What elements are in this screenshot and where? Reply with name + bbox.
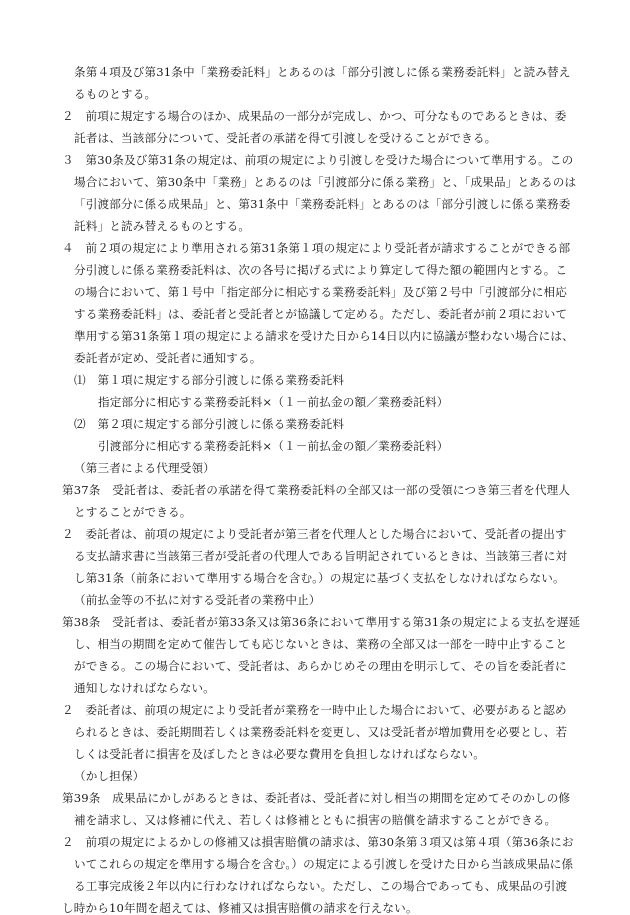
para-line: ２ 前項の規定によるかしの修補又は損害賠償の請求は、第30条第３項又は第４項（第36条にお — [62, 835, 574, 849]
para-line: ができる。この場合において、受託者は、あらかじめその理由を明示して、その旨を委託者に — [74, 659, 567, 673]
para-line: 補を請求し、又は修補に代え、若しくは修補とともに損害の賠償を請求することができる。 — [74, 813, 557, 827]
para-line: する業務委託料」は、委託者と受託者とが協議して定める。ただし、委託者が前２項において — [74, 307, 568, 321]
para-line: 準用する第31条第１項の規定による請求を受けた日から14日以内に協議が整わない場合には、 — [74, 329, 574, 343]
formula-line: 指定部分に相応する業務委託料×（１－前払金の額／業務委託料） — [98, 395, 449, 409]
list-item: ⑴ 第１項に規定する部分引渡しに係る業務委託料 — [74, 373, 345, 387]
article-line: 第39条 成果品にかしがあるときは、委託者は、受託者に対し相当の期間を定めてそのかしの修 — [62, 791, 571, 805]
section-heading: （かし担保） — [74, 769, 145, 783]
para-line: し時から10年間を超えては、修補又は損害賠償の請求を行えない。 — [62, 901, 418, 915]
para-line: ３ 第30条及び第31条の規定は、前項の規定により引渡しを受けた場合について準用する。この — [62, 153, 574, 167]
para-line: し、相当の期間を定めて催告しても応じないときは、業務の全部又は一部を一時中止すること — [74, 637, 568, 651]
para-line: とすることができる。 — [74, 505, 192, 519]
para-line: 託料」と読み替えるものとする。 — [74, 219, 251, 233]
para-line: る支払請求書に当該第三者が受託者の代理人である旨明記されているときは、当該第三者に対 — [74, 549, 568, 563]
section-heading: （前払金等の不払に対する受託者の業務中止） — [74, 593, 321, 607]
para-line: 条第４項及び第31条中「業務委託料」とあるのは「部分引渡しに係る業務委託料」と読み替え — [74, 65, 571, 79]
para-line: られるときは、委託期間若しくは業務委託料を変更し、又は受託者が増加費用を必要とし、若 — [74, 725, 568, 739]
para-line: 「引渡部分に係る成果品」と、第31条中「業務委託料」とあるのは「部分引渡しに係る業務委 — [74, 197, 571, 211]
para-line: 委託者が定め、受託者に通知する。 — [74, 351, 262, 365]
para-line: るものとする。 — [74, 87, 157, 101]
para-line: ２ 委託者は、前項の規定により受託者が業務を一時中止した場合において、必要があると認め — [62, 703, 567, 717]
para-line: る工事完成後２年以内に行わなければならない。ただし、この場合であっても、成果品の引渡 — [74, 879, 568, 893]
para-line: の場合において、第１号中「指定部分に相応する業務委託料」及び第２号中「引渡部分に相応 — [74, 285, 568, 299]
para-line: ２ 前項に規定する場合のほか、成果品の一部分が完成し、かつ、可分なものであるときは、委 — [62, 109, 567, 123]
para-line: 通知しなければならない。 — [74, 681, 215, 695]
para-line: しくは受託者に損害を及ぼしたときは必要な費用を負担しなければならない。 — [74, 747, 486, 761]
article-line: 第37条 受託者は、委託者の承諾を得て業務委託料の全部又は一部の受領につき第三者を代理人 — [62, 483, 571, 497]
para-line: し第31条（前条において準用する場合を含む。）の規定に基づく支払をしなければならない。 — [74, 571, 565, 585]
section-heading: （第三者による代理受領） — [74, 461, 215, 475]
para-line: 分引渡しに係る業務委託料は、次の各号に掲げる式により算定して得た額の範囲内とする。こ — [74, 263, 568, 277]
para-line: 託者は、当該部分について、受託者の承諾を得て引渡しを受けることができる。 — [74, 131, 497, 145]
list-item: ⑵ 第２項に規定する部分引渡しに係る業務委託料 — [74, 417, 345, 431]
para-line: 場合において、第30条中「業務」とあるのは「引渡部分に係る業務」と、「成果品」とあるのは — [74, 175, 577, 189]
formula-line: 引渡部分に相応する業務委託料×（１－前払金の額／業務委託料） — [98, 439, 449, 453]
article-line: 第38条 受託者は、委託者が第33条又は第36条において準用する第31条の規定による支払を遅延 — [62, 615, 581, 629]
para-line: いてこれらの規定を準用する場合を含む。）の規定による引渡しを受けた日から当該成果品に係 — [74, 857, 574, 871]
para-line: ２ 委託者は、前項の規定により受託者が第三者を代理人とした場合において、受託者の提出す — [62, 527, 567, 541]
para-line: ４ 前２項の規定により準用される第31条第１項の規定により受託者が請求することができる部 — [62, 241, 571, 255]
